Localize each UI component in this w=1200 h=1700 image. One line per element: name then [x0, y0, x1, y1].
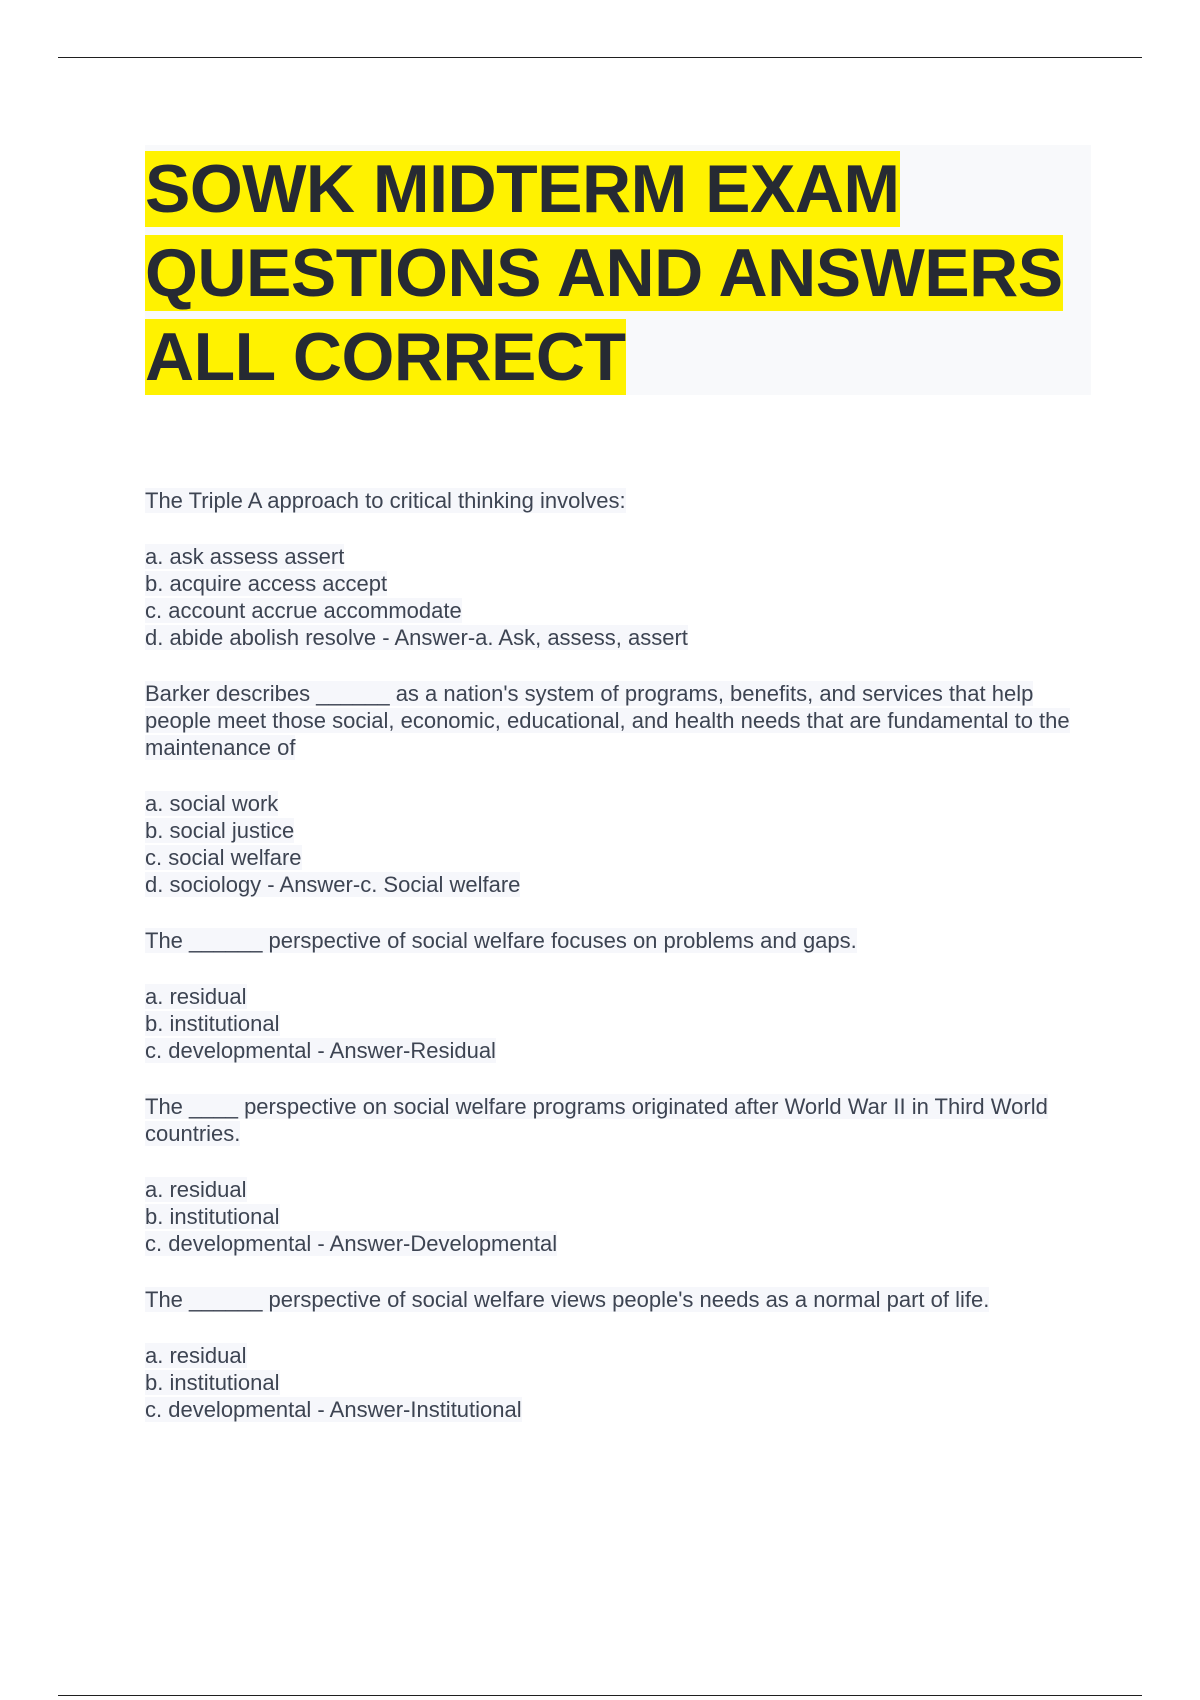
option-item-answer: c. developmental - Answer-Institutional: [145, 1397, 522, 1422]
option-item-answer: c. developmental - Answer-Residual: [145, 1038, 496, 1063]
option-item: a. ask assess assert: [145, 544, 345, 569]
question-block: [145, 1286, 1085, 1423]
question-block: [145, 680, 1085, 898]
option-item: c. social welfare: [145, 845, 302, 870]
option-item: a. residual: [145, 1343, 247, 1368]
question-block: [145, 1093, 1085, 1257]
question-prompt: The ____ perspective on social welfare programs originated after World War II in Third World countries.: [145, 1094, 1048, 1146]
option-list: [145, 543, 1085, 651]
page-title: SOWK MIDTERM EXAM QUESTIONS AND ANSWERS ALL CORRECT: [145, 151, 1063, 395]
question-prompt: The Triple A approach to critical thinking involves:: [145, 488, 626, 513]
option-list: [145, 790, 1085, 898]
top-rule: [58, 57, 1142, 58]
option-item: b. institutional: [145, 1204, 280, 1229]
option-item-answer: d. sociology - Answer-c. Social welfare: [145, 872, 521, 897]
option-list: [145, 1342, 1085, 1423]
option-item: a. residual: [145, 1177, 247, 1202]
option-item: c. account accrue accommodate: [145, 598, 462, 623]
option-item: b. social justice: [145, 818, 295, 843]
option-item: b. institutional: [145, 1011, 280, 1036]
question-block: [145, 927, 1085, 1064]
question-prompt: Barker describes ______ as a nation's system of programs, benefits, and services that help people meet those social, economic, educational, and health needs that are fundamental to the maintenance of: [145, 681, 1070, 760]
option-item-answer: d. abide abolish resolve - Answer-a. Ask, assess, assert: [145, 625, 688, 650]
question-list: [145, 487, 1085, 1452]
option-item: b. institutional: [145, 1370, 280, 1395]
question-prompt: The ______ perspective of social welfare views people's needs as a normal part of life.: [145, 1287, 990, 1312]
option-item: a. social work: [145, 791, 279, 816]
option-list: [145, 983, 1085, 1064]
option-item-answer: c. developmental - Answer-Developmental: [145, 1231, 558, 1256]
question-prompt: The ______ perspective of social welfare focuses on problems and gaps.: [145, 928, 857, 953]
question-block: [145, 487, 1085, 651]
option-item: a. residual: [145, 984, 247, 1009]
option-list: [145, 1176, 1085, 1257]
option-item: b. acquire access accept: [145, 571, 388, 596]
bottom-rule: [58, 1695, 1142, 1696]
